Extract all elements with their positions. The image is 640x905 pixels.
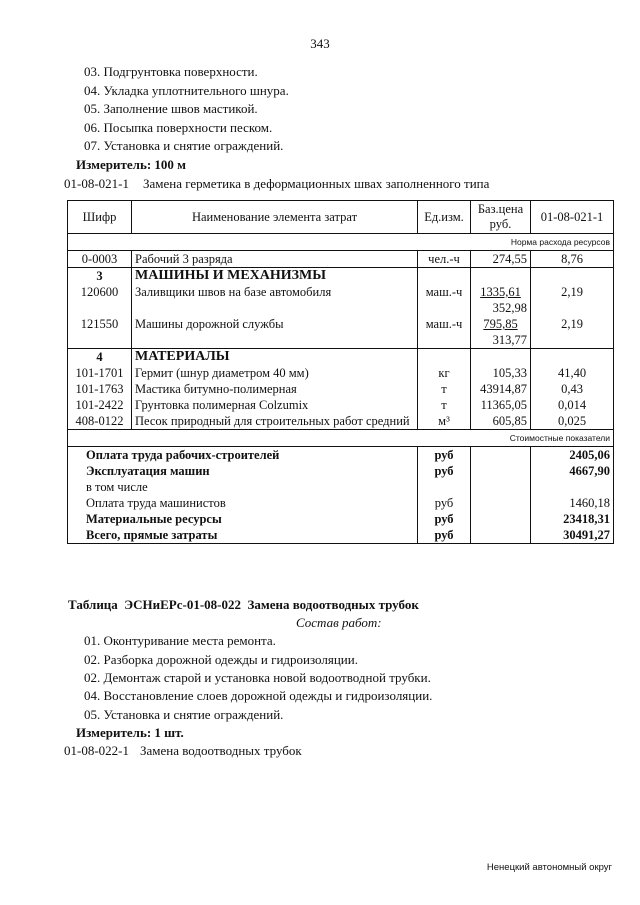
row-unit: кг bbox=[418, 365, 471, 381]
cost-row bbox=[68, 527, 614, 544]
norm-code: 01-08-022-1 bbox=[64, 743, 129, 758]
cost-name: Материальные ресурсы bbox=[68, 511, 418, 527]
work-item: 02. Демонтаж старой и установка новой водоотводной трубки. bbox=[84, 670, 431, 685]
norm-description: Замена герметика в деформационных швах заполненного типа bbox=[143, 176, 490, 191]
work-item: 05. Заполнение швов мастикой. bbox=[84, 101, 258, 116]
row-name: Рабочий 3 разряда bbox=[132, 251, 418, 268]
row-code: 101-2422 bbox=[68, 397, 132, 413]
norm-description: Замена водоотводных трубок bbox=[140, 743, 302, 758]
work-item: 07. Установка и снятие ограждений. bbox=[84, 138, 284, 153]
cost-value: 1460,18 bbox=[531, 495, 614, 511]
row-value: 2,19 bbox=[531, 284, 614, 300]
row-price: 105,33 bbox=[471, 365, 531, 381]
cost-name: Оплата труда машинистов bbox=[68, 495, 418, 511]
cost-unit: руб bbox=[418, 463, 471, 479]
cost-value: 23418,31 bbox=[531, 511, 614, 527]
row-unit: чел.-ч bbox=[418, 251, 471, 268]
cost-unit: руб bbox=[418, 447, 471, 464]
table-row-cont bbox=[68, 332, 614, 349]
table-row-cont bbox=[68, 300, 614, 316]
header-unit: Ед.изм. bbox=[418, 201, 471, 234]
work-item: 05. Установка и снятие ограждений. bbox=[84, 707, 284, 722]
cost-unit: руб bbox=[418, 511, 471, 527]
header-norm-code: 01-08-021-1 bbox=[531, 201, 614, 234]
row-name: Песок природный для строительных работ средний bbox=[132, 413, 418, 430]
row-value: 0,43 bbox=[531, 381, 614, 397]
row-price-secondary: 313,77 bbox=[471, 332, 531, 349]
cost-name: в том числе bbox=[68, 479, 418, 495]
row-unit: маш.-ч bbox=[418, 284, 471, 300]
cost-row bbox=[68, 447, 614, 464]
row-price: 795,85 bbox=[483, 317, 518, 331]
row-price-secondary: 352,98 bbox=[471, 300, 531, 316]
work-item: 04. Укладка уплотнительного шнура. bbox=[84, 83, 289, 98]
header-name: Наименование элемента затрат bbox=[132, 201, 418, 234]
cost-value: 30491,27 bbox=[531, 527, 614, 544]
row-name: Грунтовка полимерная Colzumix bbox=[132, 397, 418, 413]
measure-label: Измеритель: 1 шт. bbox=[76, 725, 184, 740]
measure-label: Измеритель: 100 м bbox=[76, 157, 187, 172]
table-row bbox=[68, 316, 614, 332]
cost-row bbox=[68, 495, 614, 511]
cost-row bbox=[68, 479, 614, 495]
row-name: Мастика битумно-полимерная bbox=[132, 381, 418, 397]
cost-name: Эксплуатация машин bbox=[68, 463, 418, 479]
section-title: МАШИНЫ И МЕХАНИЗМЫ bbox=[132, 268, 418, 285]
row-name: Гермит (шнур диаметром 40 мм) bbox=[132, 365, 418, 381]
row-code: 0-0003 bbox=[68, 251, 132, 268]
row-value: 41,40 bbox=[531, 365, 614, 381]
row-price: 605,85 bbox=[471, 413, 531, 430]
row-name: Заливщики швов на базе автомобиля bbox=[132, 284, 418, 300]
section-title: МАТЕРИАЛЫ bbox=[132, 349, 418, 366]
row-unit: м³ bbox=[418, 413, 471, 430]
work-item: 03. Подгрунтовка поверхности. bbox=[84, 64, 258, 79]
row-value: 8,76 bbox=[531, 251, 614, 268]
header-code: Шифр bbox=[68, 201, 132, 234]
table-row bbox=[68, 284, 614, 300]
cost-value bbox=[531, 479, 614, 495]
section-row bbox=[68, 268, 614, 285]
table-title: Таблица ЭСНиЕРс-01-08-022 Замена водоотводных трубок bbox=[68, 597, 419, 612]
cost-subheader-label: Стоимостные показатели bbox=[68, 430, 614, 447]
section-number: 4 bbox=[68, 349, 132, 366]
row-unit: т bbox=[418, 381, 471, 397]
cost-value: 2405,06 bbox=[531, 447, 614, 464]
row-value: 0,025 bbox=[531, 413, 614, 430]
row-code: 101-1763 bbox=[68, 381, 132, 397]
table-row bbox=[68, 365, 614, 381]
table-row bbox=[68, 397, 614, 413]
cost-name: Всего, прямые затраты bbox=[68, 527, 418, 544]
cost-subheader bbox=[68, 430, 614, 447]
table-row bbox=[68, 251, 614, 268]
row-price: 43914,87 bbox=[471, 381, 531, 397]
table-header-row bbox=[68, 201, 614, 234]
cost-unit: руб bbox=[418, 527, 471, 544]
table-row bbox=[68, 381, 614, 397]
footer-region: Ненецкий автономный округ bbox=[486, 862, 612, 873]
row-name: Машины дорожной службы bbox=[132, 316, 418, 332]
cost-unit: руб bbox=[418, 495, 471, 511]
section-number: 3 bbox=[68, 268, 132, 285]
row-price: 274,55 bbox=[471, 251, 531, 268]
cost-table bbox=[67, 200, 614, 544]
cost-row bbox=[68, 463, 614, 479]
row-unit: т bbox=[418, 397, 471, 413]
work-item: 02. Разборка дорожной одежды и гидроизоляции. bbox=[84, 652, 358, 667]
work-item: 06. Посыпка поверхности песком. bbox=[84, 120, 273, 135]
work-item: 01. Оконтуривание места ремонта. bbox=[84, 633, 276, 648]
row-value: 0,014 bbox=[531, 397, 614, 413]
work-item: 04. Восстановление слоев дорожной одежды и гидроизоляции. bbox=[84, 688, 433, 703]
norm-subheader-label: Норма расхода ресурсов bbox=[68, 234, 614, 251]
row-code: 101-1701 bbox=[68, 365, 132, 381]
row-price: 11365,05 bbox=[471, 397, 531, 413]
cost-name: Оплата труда рабочих-строителей bbox=[68, 447, 418, 464]
row-unit: маш.-ч bbox=[418, 316, 471, 332]
row-price: 1335,61 bbox=[480, 285, 521, 299]
row-value: 2,19 bbox=[531, 316, 614, 332]
cost-row bbox=[68, 511, 614, 527]
page-number: 343 bbox=[310, 36, 330, 51]
norm-code: 01-08-021-1 bbox=[64, 176, 129, 191]
norm-subheader bbox=[68, 234, 614, 251]
section-row bbox=[68, 349, 614, 366]
cost-unit bbox=[418, 479, 471, 495]
row-code: 121550 bbox=[68, 316, 132, 332]
table-row bbox=[68, 413, 614, 430]
cost-value: 4667,90 bbox=[531, 463, 614, 479]
header-price: Баз.цена руб. bbox=[471, 201, 531, 234]
row-code: 408-0122 bbox=[68, 413, 132, 430]
composition-label: Состав работ: bbox=[296, 615, 382, 630]
row-code: 120600 bbox=[68, 284, 132, 300]
